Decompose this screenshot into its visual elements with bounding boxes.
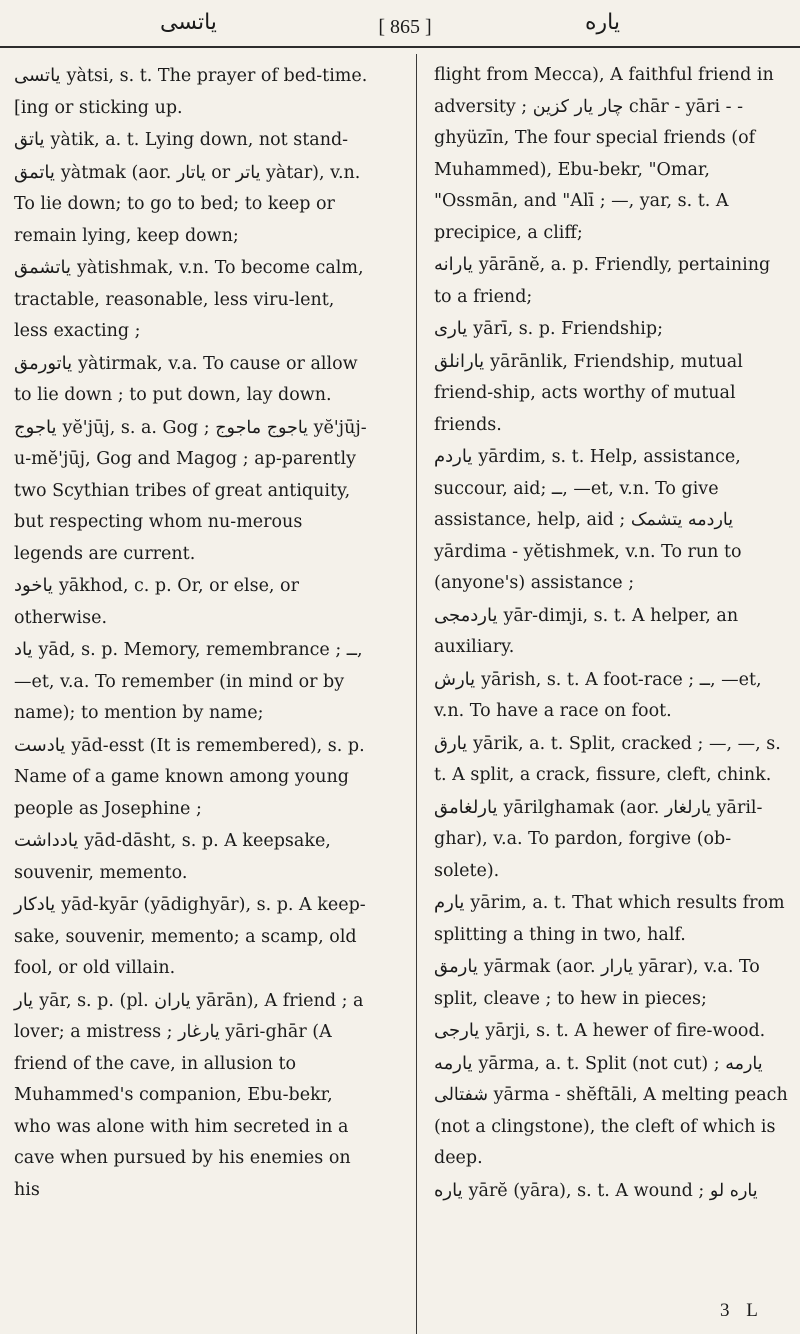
entry-text: yàtik, a. t. Lying down, not stand- — [50, 130, 349, 150]
header-left-word: یاتسی — [160, 10, 217, 35]
signature-mark: 3 L — [720, 1300, 764, 1321]
page-number: [ 865 ] — [378, 16, 432, 38]
arabic-headword: یاجوج — [14, 416, 57, 438]
entry-text: yārji, s. t. A hewer of fire-wood. — [485, 1021, 766, 1041]
dictionary-entry — [14, 157, 369, 253]
dictionary-entry — [14, 889, 369, 985]
arabic-headword: یاتشمق — [14, 257, 71, 278]
entry-text: flight from Mecca), A faithful friend in adversity ; چار یار کزین chār - yāri - -ghyüzīn, The four special friends (of Muhammed), Ebu-bekr, "Omar, "Ossmān, and "Alī ; —, yar, s. t. A precipice, a cliff; — [434, 65, 774, 243]
page-header — [0, 0, 800, 56]
entry-text: yād-esst (It is remembered), s. p. Name of a game known among young people as Josephine ; — [14, 735, 365, 819]
arabic-headword: یاتورمق — [14, 352, 73, 374]
dictionary-entry — [14, 730, 369, 826]
entry-text: yād-dāsht, s. p. A keepsake, souvenir, memento. — [14, 831, 331, 883]
entry-text: yād, s. p. Memory, remembrance ; ــ, —et, v.a. To remember (in mind or by name); to mention by name; — [14, 640, 363, 723]
dictionary-entry — [434, 887, 789, 951]
arabic-headword: یاری — [434, 318, 468, 339]
arabic-headword: یاتسی — [14, 65, 61, 86]
entry-text: yārim, a. t. That which results from splitting a thing in two, half. — [434, 893, 785, 945]
dictionary-entry — [14, 825, 369, 889]
arabic-headword: یاتق — [14, 129, 45, 150]
entry-text: yārish, s. t. A foot-race ; ــ, —et, v.n. To have a race on foot. — [434, 669, 762, 721]
dictionary-entry — [14, 252, 369, 348]
dictionary-entry — [434, 728, 789, 792]
entry-text: yàtmak (aor. یاتار or یاتر yàtar), v.n. To lie down; to go to bed; to keep or remain lying, keep down; — [14, 162, 361, 246]
arabic-headword: یارم — [434, 892, 465, 913]
dictionary-entry — [434, 441, 789, 600]
dictionary-entry — [434, 313, 789, 346]
arabic-headword: یارانه — [434, 254, 473, 275]
dictionary-entry — [434, 1048, 789, 1175]
dictionary-entry — [14, 570, 369, 634]
dictionary-entry — [434, 346, 789, 442]
entry-text: yār-dimji, s. t. A helper, an auxiliary. — [434, 605, 739, 657]
arabic-headword: یادداشت — [14, 830, 79, 851]
dictionary-entry — [14, 634, 369, 730]
dictionary-entry — [14, 412, 369, 571]
entry-text: yār, s. p. (pl. یاران yārān), A friend ; a lover; a mistress ; یارغار yāri-ghār (A friend of the cave, in allusion to Muhammed's companion, Ebu-bekr, who was alone with him secreted in a cave when pursued by his enemies on his — [14, 990, 364, 1200]
arabic-headword: یارق — [434, 732, 468, 754]
arabic-headword: یارانلق — [434, 350, 485, 372]
arabic-headword: یارمق — [434, 956, 478, 977]
entry-text: yārik, a. t. Split, cracked ; —, —, s. t. A split, a crack, fissure, cleft, chink. — [434, 733, 781, 785]
arabic-headword: یادکار — [14, 894, 56, 915]
arabic-headword: یار — [14, 989, 34, 1011]
entry-text: yārī, s. p. Friendship; — [473, 319, 664, 339]
arabic-headword: یاتمق — [14, 161, 55, 183]
entry-text: yārma, a. t. Split (not cut) ; یارمه شفتالی yārma - shĕftāli, A melting peach (not a clingstone), the cleft of which is deep. — [434, 1053, 788, 1168]
arabic-headword: یارمه — [434, 1052, 473, 1074]
dictionary-entry — [14, 985, 369, 1207]
dictionary-entry — [434, 60, 789, 249]
dictionary-entry — [434, 1175, 789, 1208]
dictionary-entry — [14, 348, 369, 412]
arabic-headword: یاخود — [14, 575, 53, 596]
entry-text: yàtishmak, v.n. To become calm, tractable, reasonable, less viru-lent, less exacting ; — [14, 258, 364, 341]
entry-text: yārānlik, Friendship, mutual friend-ship, acts worthy of mutual friends. — [434, 351, 743, 435]
arabic-headword: یاره — [434, 1179, 463, 1201]
dictionary-entry — [434, 951, 789, 1015]
dictionary-entry — [434, 249, 789, 313]
dictionary-entry — [434, 1015, 789, 1048]
entry-text: yàtsi, s. t. The prayer of bed-time. [ing or sticking up. — [14, 66, 368, 118]
header-right-word: یاره — [585, 10, 620, 35]
left-column — [14, 60, 369, 1206]
arabic-headword: یاردم — [434, 446, 473, 467]
arabic-headword: یارش — [434, 668, 476, 690]
entry-text: yàtirmak, v.a. To cause or allow to lie down ; to put down, lay down. — [14, 353, 358, 405]
entry-text: yād-kyār (yādighyār), s. p. A keep-sake, souvenir, memento; a scamp, old fool, or old villain. — [14, 895, 366, 978]
entry-text: yārilghamak (aor. یارلغار yāril-ghar), v.a. To pardon, forgive (ob-solete). — [434, 797, 763, 881]
arabic-headword: یارجی — [434, 1020, 480, 1041]
dictionary-entry — [14, 124, 369, 157]
entry-text: yārdim, s. t. Help, assistance, succour, aid; ــ, —et, v.n. To give assistance, help, aid ; یاردمه یتشمک yārdima - yĕtishmek, v.n. To run to (anyone's) assistance ; — [434, 447, 742, 593]
header-rule — [0, 46, 800, 48]
entry-text: yākhod, c. p. Or, or else, or otherwise. — [14, 576, 299, 628]
dictionary-entry — [14, 60, 369, 124]
column-divider — [416, 54, 417, 1334]
arabic-headword: یارلغامق — [434, 796, 498, 818]
dictionary-entry — [434, 600, 789, 664]
arabic-headword: یاد — [14, 639, 33, 660]
right-column — [434, 60, 789, 1207]
arabic-headword: یادست — [14, 734, 66, 756]
entry-text: yārānĕ, a. p. Friendly, pertaining to a friend; — [434, 255, 771, 307]
dictionary-entry — [434, 664, 789, 728]
arabic-headword: یاردمجی — [434, 604, 498, 626]
entry-text: yĕ'jūj, s. a. Gog ; یاجوج ماجوج yĕ'jūj-u-mĕ'jūj, Gog and Magog ; ap-parently two Scythian tribes of great antiquity, but respecting whom nu-merous legends are current. — [14, 417, 367, 564]
entry-text: yārĕ (yāra), s. t. A wound ; یاره لو — [468, 1180, 758, 1201]
dictionary-entry — [434, 792, 789, 888]
entry-text: yārmak (aor. یارار yārar), v.a. To split, cleave ; to hew in pieces; — [434, 957, 760, 1009]
